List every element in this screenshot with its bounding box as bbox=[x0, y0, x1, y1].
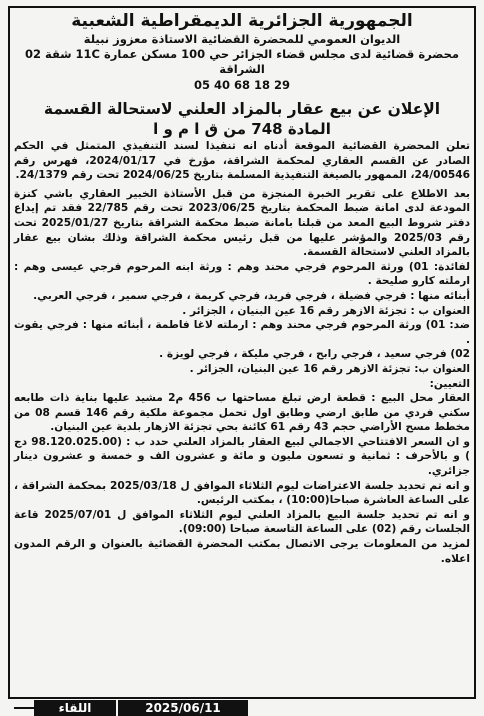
paragraph-designation-label: التعيين: bbox=[429, 377, 470, 390]
paragraph-beneficiaries: لفائدة: 01) ورثة المرحوم فرجي محند وهم : ورثة ابنه المرحوم فرجي عيسى وهم : ارملته كارو صليحة . bbox=[14, 260, 470, 288]
newspaper-name: اللقاء bbox=[34, 700, 116, 716]
paragraph-defendants-2: 02) فرجي سعيد ، فرجي رابح ، فرجي مليكة ، فرجي لويزة . bbox=[159, 348, 470, 361]
announcement-subtitle: المادة 748 من ق ا م و ا bbox=[153, 120, 331, 138]
republic-heading: الجمهورية الجزائرية الديمقراطية الشعبية bbox=[71, 11, 413, 31]
paragraph-defendants: ضد: 01) ورثة المرحوم فرجي محند وهم : ارملته لاغا فاطمة ، أبنائه منها : فرجي يقوت . bbox=[14, 319, 471, 346]
office-address: محضرة قضائية لدى مجلس قضاء الجزائر حي 100 مسكن عمارة 11C شقة 02 الشراقة bbox=[24, 47, 460, 76]
paragraph-children: أبنائه منها : فرجي فضيلة ، فرجي فريد، فرجي كريمة ، فرجي سمير ، فرجي العربي. bbox=[33, 289, 470, 302]
paragraph-defendant-address: العنوان ب: تجزئة الازهر رقم 16 عين البنيان، الجزائر . bbox=[189, 362, 470, 375]
announcement-content bbox=[14, 10, 470, 566]
footer bbox=[14, 700, 274, 716]
paragraph-expertise: بعد الاطلاع على تقرير الخبرة المنجزة من قبل الأستاذة الخبير العقاري باشي كنزة المودعة لدى امانة ضبط المحكمة بتاريخ 2023/06/25 تحت رقم 22/785 فقد تم إيداع دفتر شروط البيع المعد من قبلنا بامانة ضبط محكمة الشراقة بتاريخ 2025/01/27 تحت رقم 2025/03 والمؤشر عليها من قبل رئيس محكمة الشراقة وذلك بشان بيع عقار بالمزاد العلني لاستحالة القسمة. bbox=[14, 187, 471, 259]
office-heading: الديوان العمومي للمحضرة القضائية الاستاذة معزوز نبيلة bbox=[83, 32, 401, 46]
paragraph-sale-session: و انه تم تحديد جلسة البيع بالمزاد العلني ليوم الثلاثاء الموافق ل 2025/07/01 قاعة الجلسات رقم (02) على الساعة التاسعة صباحا (09:00). bbox=[14, 508, 470, 536]
paragraph-objections-session: و انه تم تحديد جلسة الاعتراضات ليوم الثلاثاء الموافق ل 2025/03/18 بمحكمة الشراقة ، على الساعة العاشرة صباحا(10:00) ، بمكتب الرئيس. bbox=[14, 479, 470, 507]
paragraph-property: العقار محل البيع : قطعة ارض تبلغ مساحتها ب 456 م2 مشيد عليها بناية ذات طابعه سكني فردي من طابق ارضي وطابق اول تحمل مجموعة ملكية رقم 146 قسم 08 من مخطط مسح الأراضي حجم 43 رقم 61 كائنة بحي تجزئة الازهار بلدية عين البنيان. bbox=[14, 392, 471, 434]
paragraph-enforcement: تعلن المحضرة القضائية الموقعة أدناه انه تنفيذا لسند التنفيذي المتمثل في الحكم الصادر عن القسم العقاري لمحكمة الشراقة، مؤرخ في 2024/01/17، فهرس رقم 24/00546، الممهور بالصيغة التنفيذية المسلمة بتاريخ 2024/06/25 تحت رقم 24/1379. bbox=[14, 140, 470, 182]
announcement-title: الإعلان عن بيع عقار بالمزاد العلني لاستحالة القسمة bbox=[43, 100, 441, 118]
paragraph-price: و ان السعر الافتتاحي الاجمالي لبيع العقار بالمزاد العلني حدد ب : (98.120.025.00 دج ) و بالأحرف : ثمانية و تسعون مليون و مائة و عشرون الف و خمسة و عشرون دينار جزائري. bbox=[14, 435, 470, 478]
paragraph-contact: لمزيد من المعلومات يرجى الاتصال بمكتب المحضرة القضائية بالعنوان و الرقم المدون اعلاه. bbox=[14, 538, 470, 565]
footer-stripe bbox=[14, 707, 34, 709]
publication-date: 2025/06/11 bbox=[118, 700, 248, 716]
office-phone: 05 40 68 18 29 bbox=[193, 78, 291, 92]
paragraph-beneficiary-address: العنوان ب : تجزئة الازهر رقم 16 عين البنيان ، الجزائر . bbox=[182, 304, 470, 317]
